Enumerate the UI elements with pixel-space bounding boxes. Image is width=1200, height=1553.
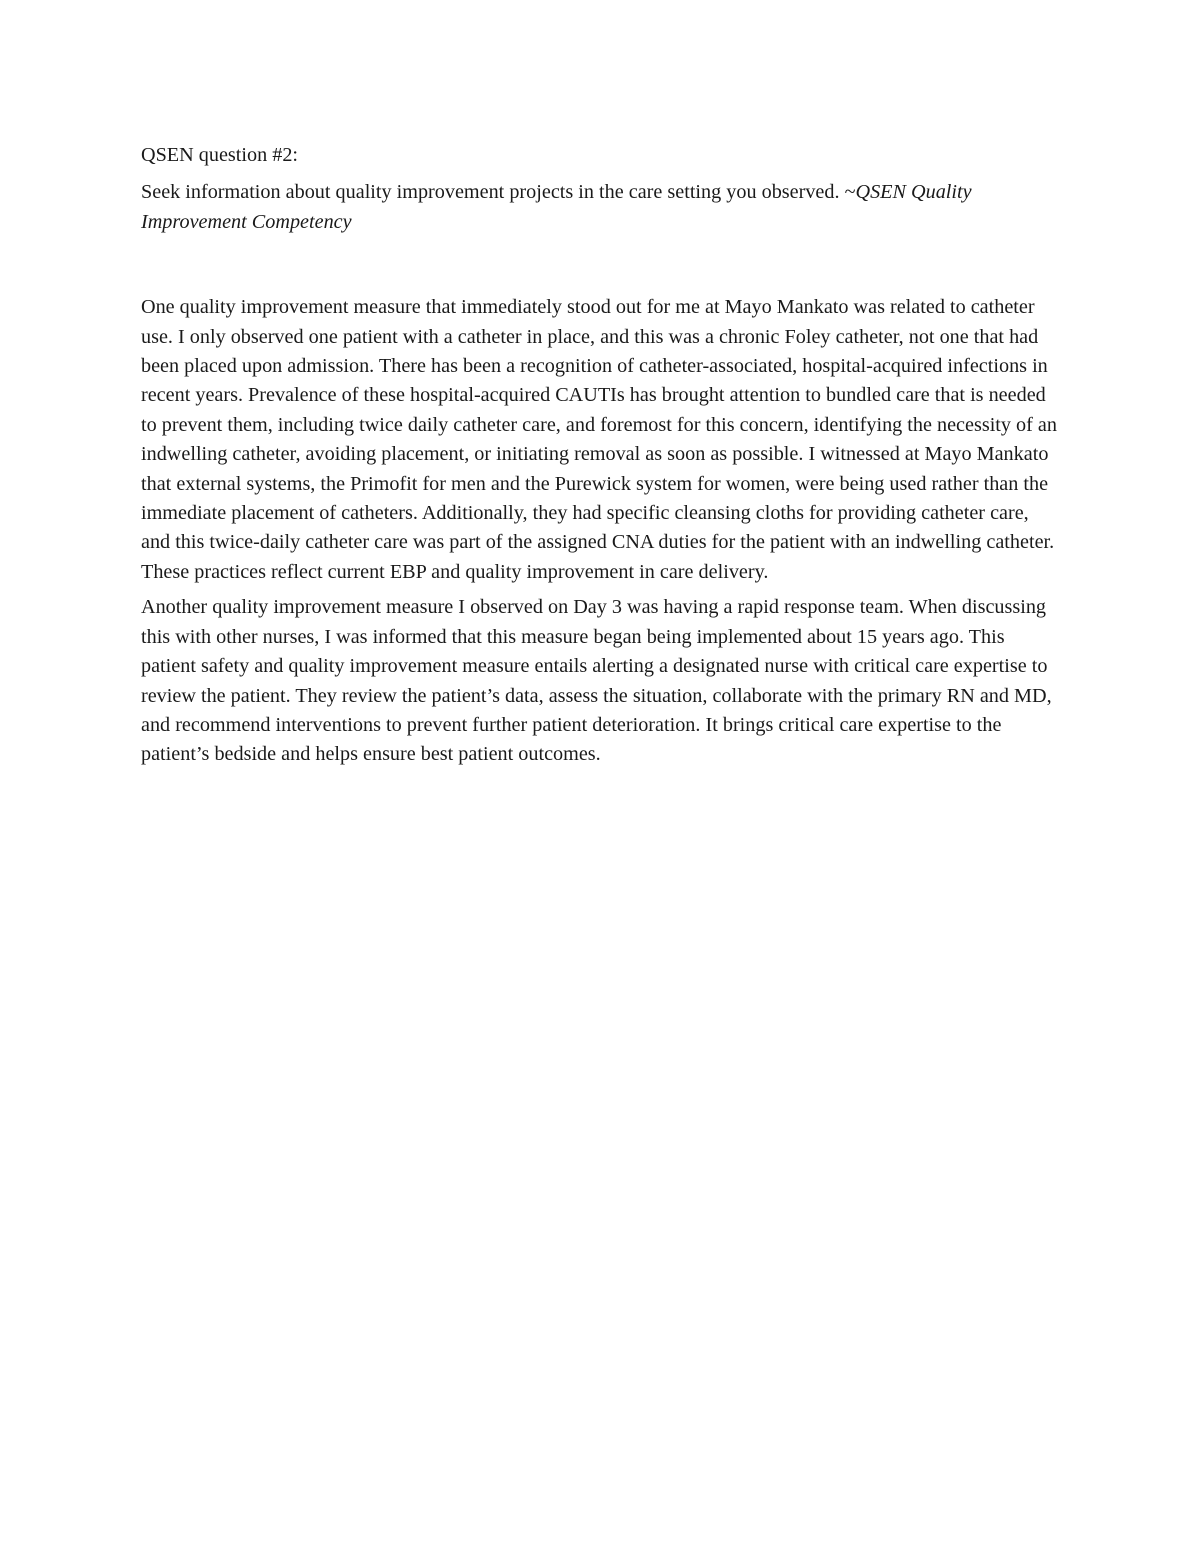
question-heading: QSEN question #2: [141, 144, 299, 166]
question-prompt [141, 178, 1061, 237]
body-paragraph-1: One quality improvement measure that immediately stood out for me at Mayo Mankato was related to catheter use. I only observed one patient with a catheter in place, and this was a chronic Foley catheter, not one that had been placed upon admission. There has been a recognition of catheter-associated, hospital-acquired infections in recent years. Prevalence of these hospital-acquired CAUTIs has brought attention to bundled care that is needed to prevent them, including twice daily catheter care, and foremost for this concern, identifying the necessity of an indwelling catheter, avoiding placement, or initiating removal as soon as possible. I witnessed at Mayo Mankato that external systems, the Primofit for men and the Purewick system for women, were being used rather than the immediate placement of catheters. Additionally, they had specific cleansing cloths for providing catheter care, and this twice-daily catheter care was part of the assigned CNA duties for the patient with an indwelling catheter. These practices reflect current EBP and quality improvement in care delivery. [141, 296, 1057, 583]
document-body [141, 141, 1061, 776]
prompt-text: Seek information about quality improvement projects in the care setting you observed. ~ [141, 181, 856, 204]
prompt-source: QSEN Quality Improvement Competency [141, 181, 972, 233]
body-paragraph-2: Another quality improvement measure I observed on Day 3 was having a rapid response team. When discussing this with other nurses, I was informed that this measure began being implemented about 15 years ago. This patient safety and quality improvement measure entails alerting a designated nurse with critical care expertise to review the patient. They review the patient’s data, assess the situation, collaborate with the primary RN and MD, and recommend interventions to prevent further patient deterioration. It brings critical care expertise to the patient’s bedside and helps ensure best patient outcomes. [141, 596, 1052, 766]
